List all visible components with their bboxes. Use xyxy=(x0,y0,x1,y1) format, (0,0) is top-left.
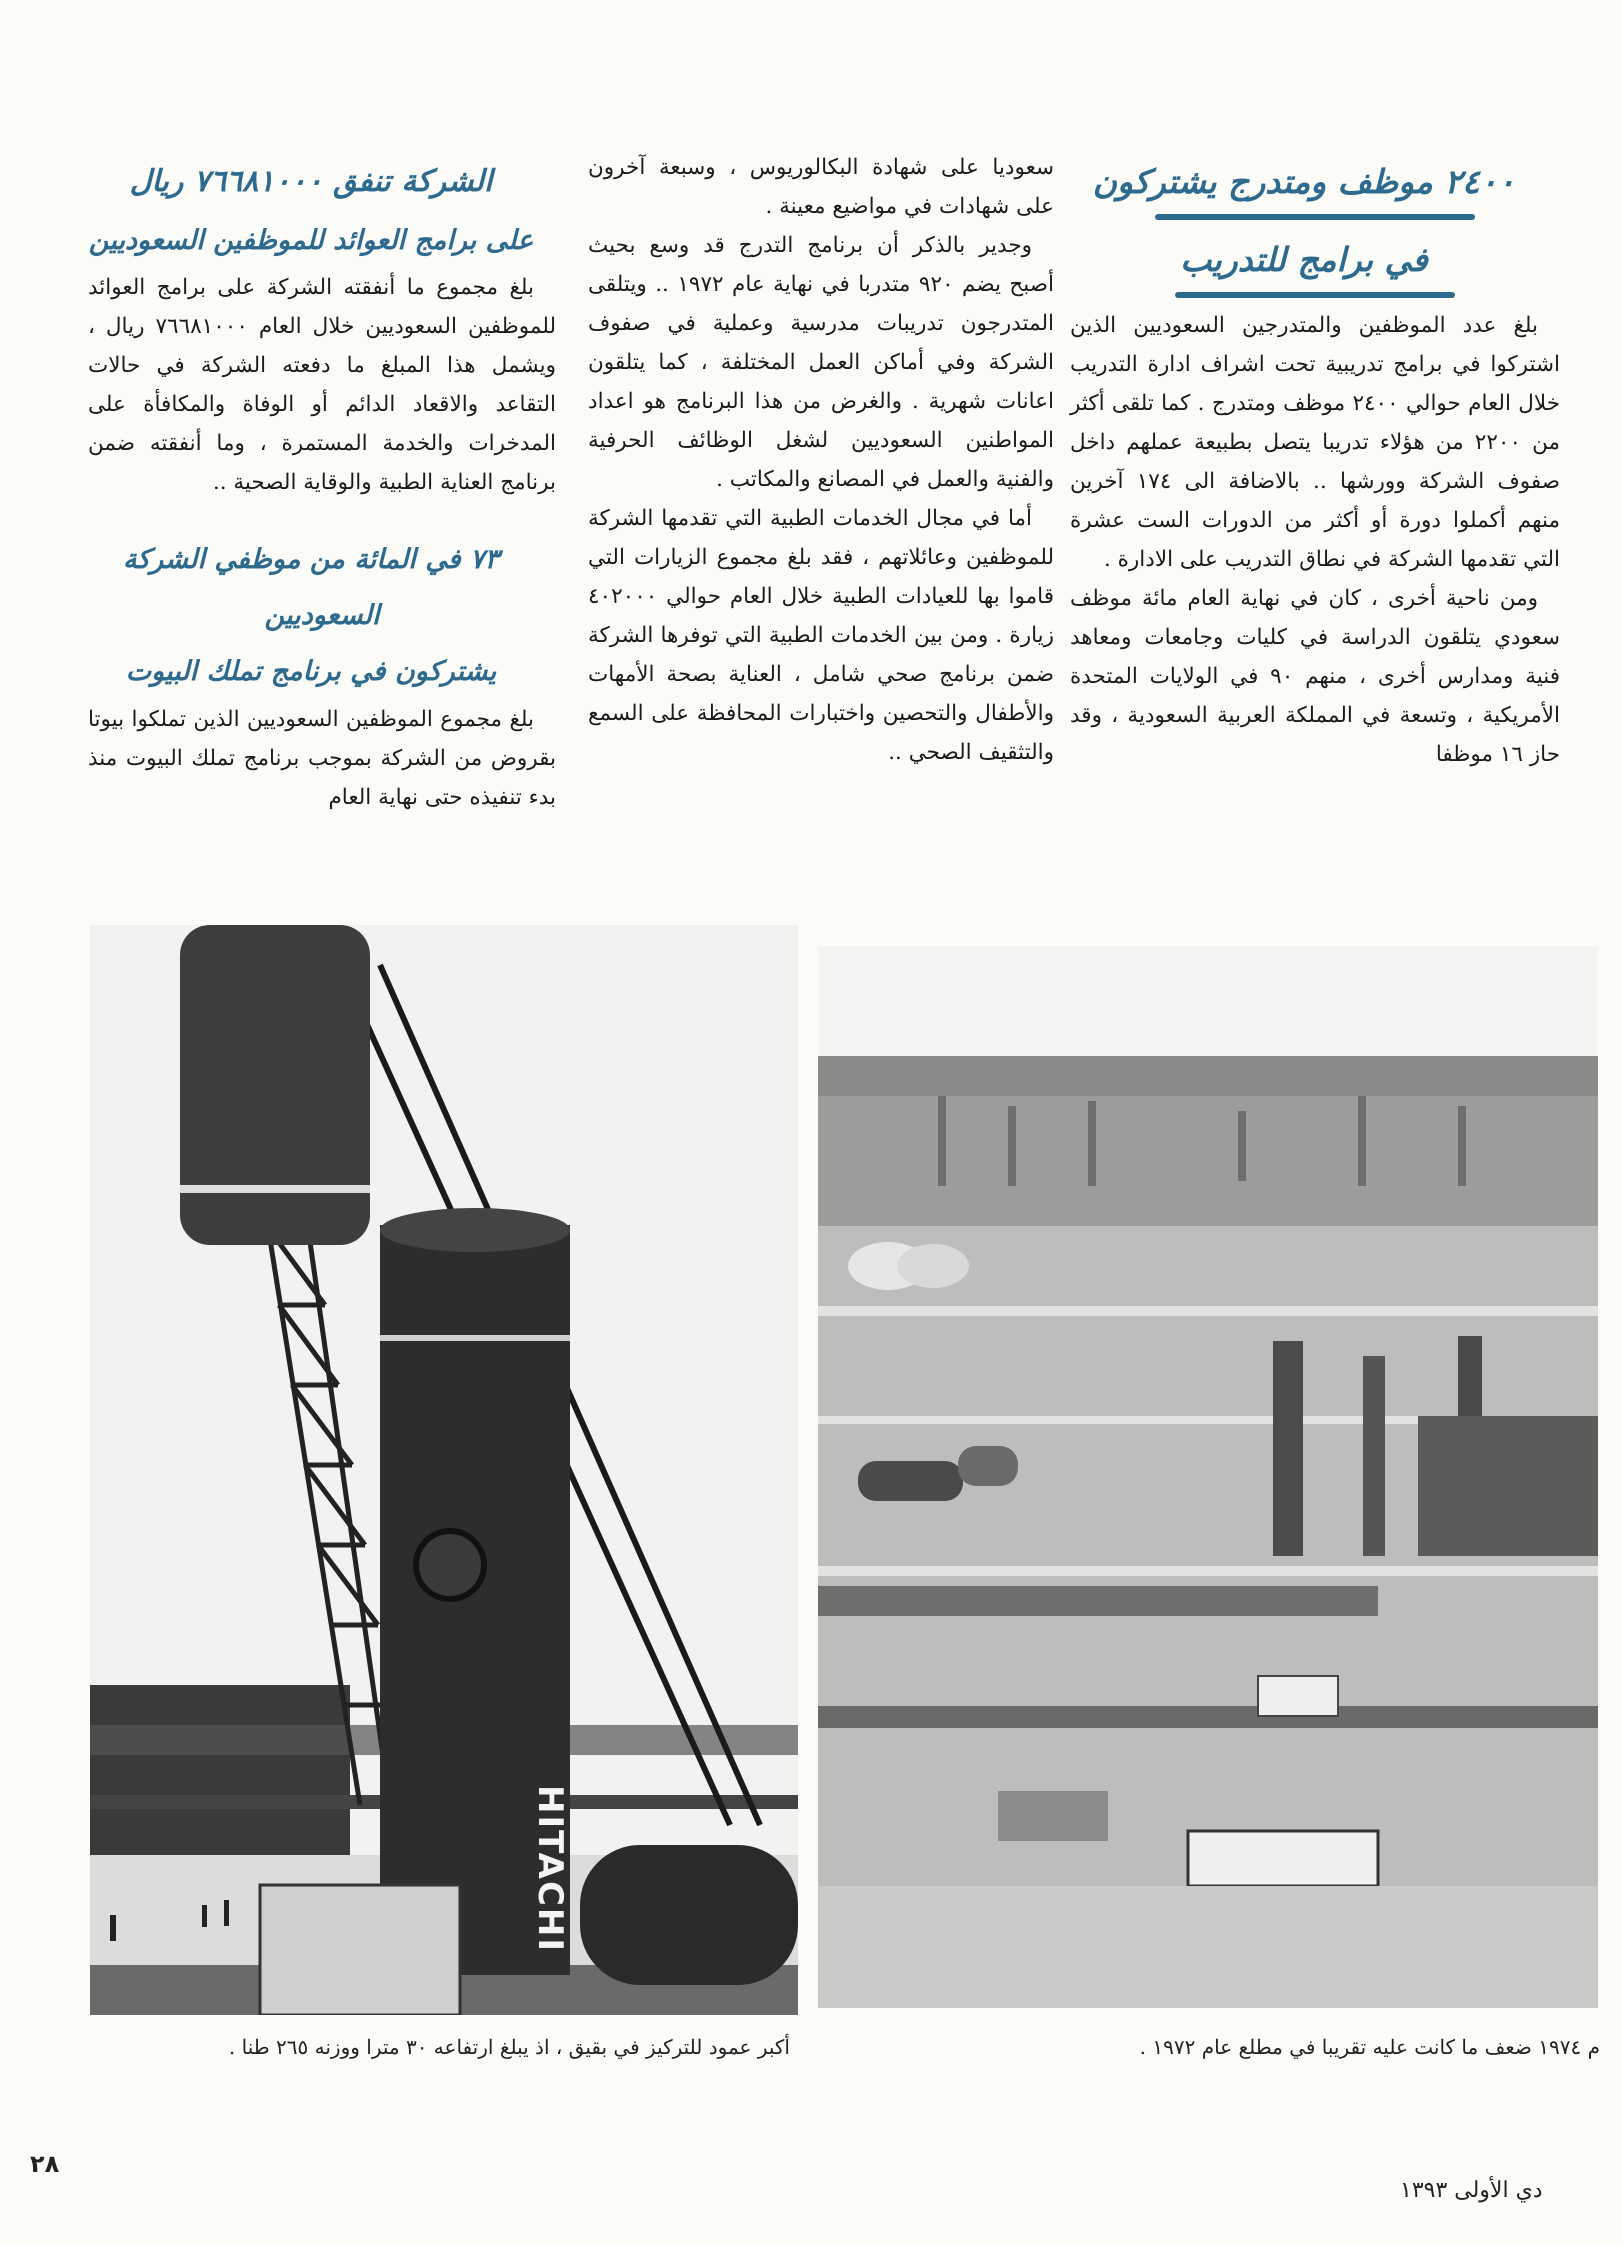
plant-photo-caption: م ١٩٧٤ ضعف ما كانت عليه تقريبا في مطلع عام ١٩٧٢ . xyxy=(1139,2035,1600,2059)
headline-swash xyxy=(1155,214,1475,220)
benefits-paragraph: بلغ مجموع ما أنفقته الشركة على برامج العوائد للموظفين السعوديين خلال العام ٧٦٦٨١٠٠٠ ريال ، ويشمل هذا المبلغ ما دفعته الشركة في حالات التقاعد والاقعاد الدائم أو الوفاة والمكافأة على المدخرات والخدمة المستمرة ، وما أنفقته ضمن برنامج العناية الطبية والوقاية الصحية .. xyxy=(88,275,556,495)
photo-plant-aerial xyxy=(818,946,1598,2008)
benefits-headline-line1: الشركة تنفق ٧٦٦٨١٠٠٠ ريال xyxy=(129,164,493,199)
training-paragraph-1: بلغ عدد الموظفين والمتدرجين السعوديين الذين اشتركوا في برامج تدريبية تحت اشراف ادارة التدريب خلال العام حوالي ٢٤٠٠ موظف ومتدرج . كما تلقى أكثر من ٢٢٠٠ من هؤلاء تدريبا يتصل بطبيعة عملهم داخل صفوف الشركة وورشها .. بالاضافة الى ١٧٤ آخرين منهم أكملوا دورة أو أكثر من الدورات الست عشرة التي تقدمها الشركة في نطاق التدريب على الادارة . xyxy=(1070,313,1561,572)
housing-headline-line1: ٧٣ في المائة من موظفي الشركة السعوديين xyxy=(122,544,500,631)
plant-aerial-illustration xyxy=(818,946,1598,2008)
housing-paragraph: بلغ مجموع الموظفين السعوديين الذين تملكوا بيوتا بقروض من الشركة بموجب برنامج تملك البيوت منذ بدء تنفيذه حتى نهاية العام xyxy=(88,707,556,810)
crane-column-illustration xyxy=(90,925,798,2015)
middle-paragraph-3: أما في مجال الخدمات الطبية التي تقدمها الشركة للموظفين وعائلاتهم ، فقد بلغ مجموع الزيارات التي قاموا بها للعيادات الطبية خلال العام حوالي ٤٠٢٠٠٠ زيارة . ومن بين الخدمات الطبية التي توفرها الشركة ضمن برنامج صحي شامل ، العناية بصحة الأمهات والأطفال والتحصين واختبارات المحافظة على السمع والتثقيف الصحي .. xyxy=(588,506,1054,765)
benefits-headline xyxy=(88,150,556,268)
benefits-headline-line2: على برامج العوائد للموظفين السعوديين xyxy=(88,225,534,256)
training-paragraph-2: ومن ناحية أخرى ، كان في نهاية العام مائة موظف سعودي يتلقون الدراسة في كليات وجامعات ومعاهد فنية ومدارس أخرى ، منهم ٩٠ في الولايات المتحدة الأمريكية ، وتسعة في المملكة العربية السعودية ، وقد حاز ١٦ موظفا xyxy=(1070,586,1560,767)
article-column-right xyxy=(1070,150,1560,774)
housing-headline-line2: يشتركون في برنامج تملك البيوت xyxy=(125,656,497,687)
training-headline-line1: ٢٤٠٠ موظف ومتدرج يشتركون xyxy=(1092,162,1516,201)
housing-headline xyxy=(88,532,556,700)
issue-date: دي الأولى ١٣٩٣ xyxy=(1400,2178,1543,2203)
article-column-left xyxy=(88,150,556,817)
crane-brand-text: HITACHI xyxy=(530,1785,570,1954)
training-headline-line2: في برامج للتدريب xyxy=(1180,240,1428,279)
article-column-middle xyxy=(588,148,1054,772)
middle-paragraph-2: وجدير بالذكر أن برنامج التدرج قد وسع بحيث أصبح يضم ٩٢٠ متدربا في نهاية عام ١٩٧٢ .. ويتلقى المتدرجون تدريبات مدرسية وعملية في صفوف الشركة وفي أماكن العمل المختلفة ، كما يتلقون اعانات شهرية . والغرض من هذا البرنامج هو اعداد المواطنين السعوديين لشغل الوظائف الحرفية والفنية والعمل في المصانع والمكاتب . xyxy=(588,233,1055,492)
training-headline xyxy=(1070,150,1560,298)
crane-photo-caption: أكبر عمود للتركيز في بقيق ، اذ يبلغ ارتفاعه ٣٠ مترا ووزنه ٢٦٥ طنا . xyxy=(228,2035,790,2059)
middle-paragraph-1: سعوديا على شهادة البكالوريوس ، وسبعة آخرون على شهادات في مواضيع معينة . xyxy=(588,155,1054,219)
headline-swash xyxy=(1175,292,1455,298)
page-number: ٢٨ xyxy=(30,2150,60,2178)
photo-crane-column xyxy=(90,925,798,2015)
